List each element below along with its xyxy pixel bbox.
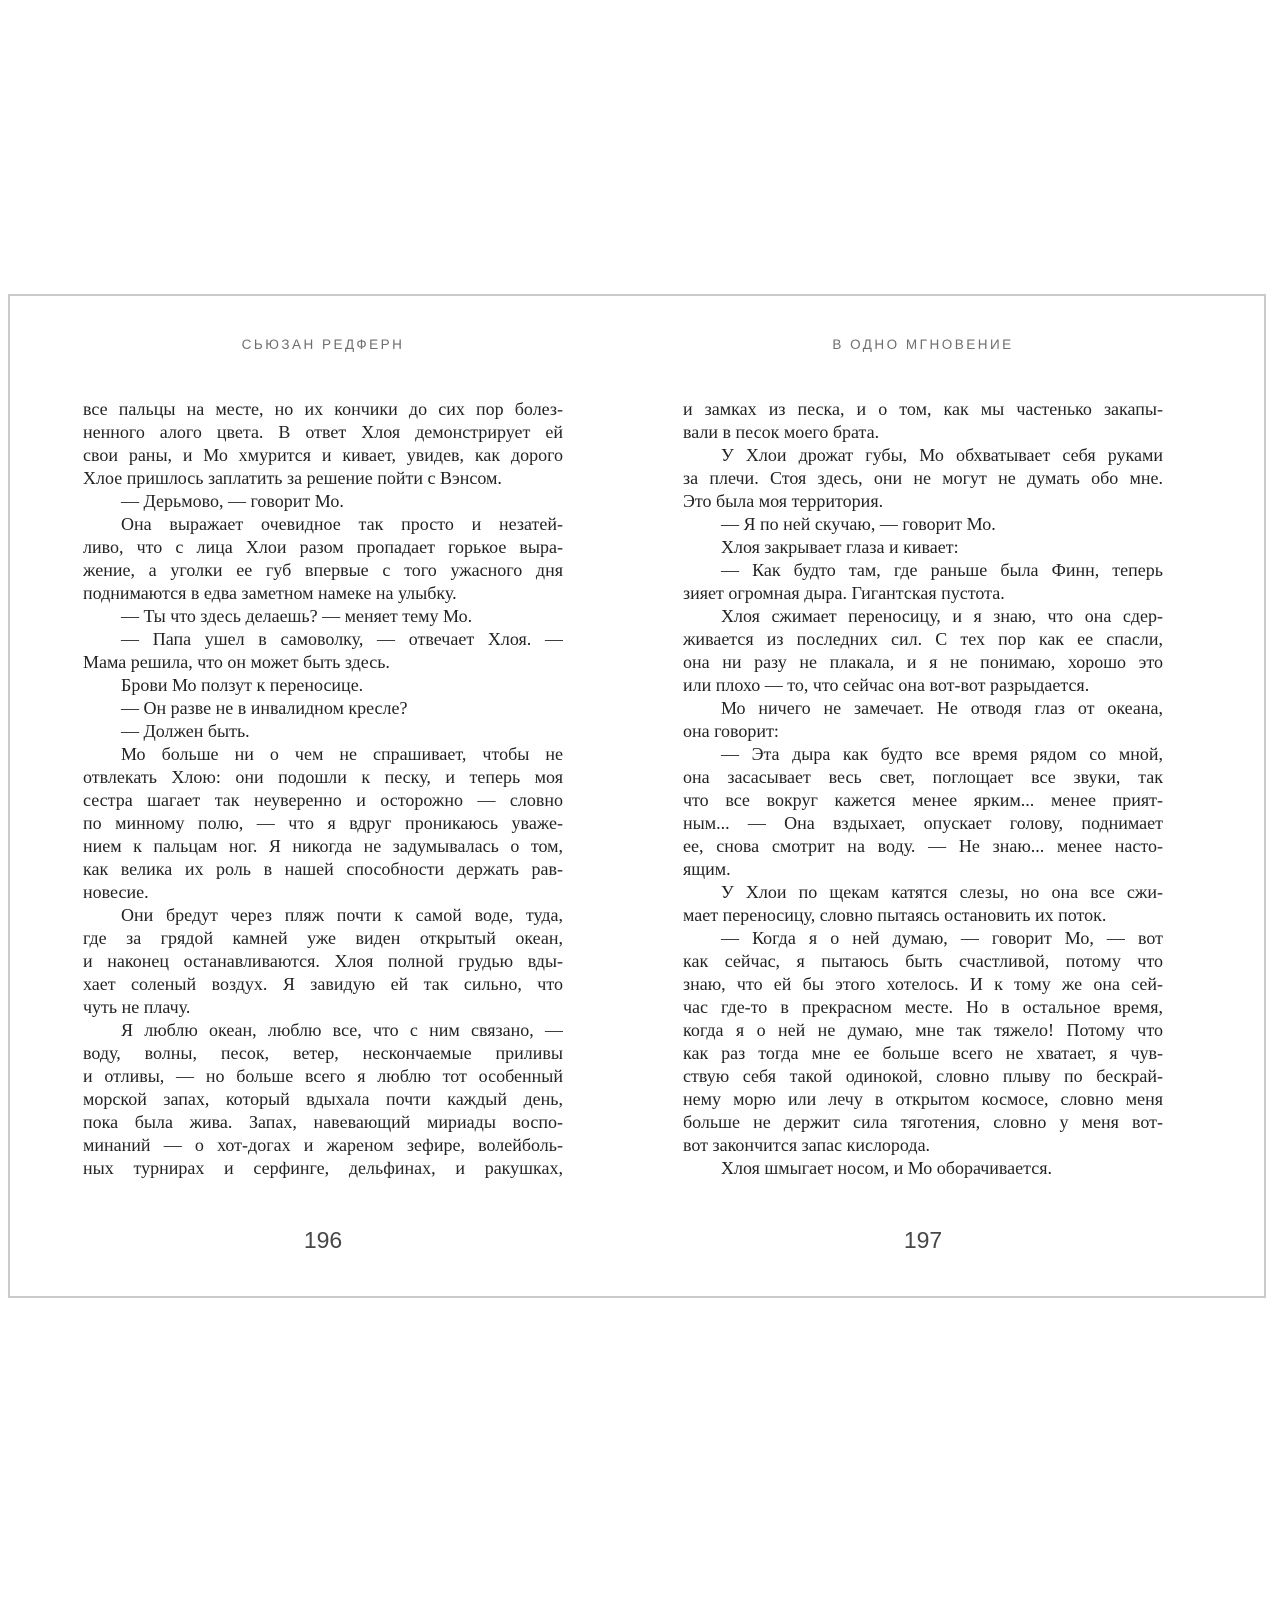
body-text-line: чуть не плачу. xyxy=(83,997,191,1017)
left-page-text-column xyxy=(83,398,563,1180)
body-text-line: ным... — Она вздыхает, опускает голову, поднимает xyxy=(683,813,1163,833)
body-text-line: вот закончится запас кислорода. xyxy=(683,1135,931,1155)
body-text-line: Мо ничего не замечает. Не отводя глаз от океана, xyxy=(721,698,1163,718)
body-text-line: Мо больше ни о чем не спрашивает, чтобы не xyxy=(121,744,563,764)
body-text-line: живается из последних сил. С тех пор как ее спасли, xyxy=(683,629,1163,649)
body-text-line: час где-то в прекрасном месте. Но в остальное время, xyxy=(683,997,1163,1017)
body-text-line: Это была моя территория. xyxy=(683,491,884,511)
body-text-line: новесие. xyxy=(83,882,149,902)
right-page-text-column xyxy=(683,398,1163,1180)
body-text-line: ее, снова смотрит на воду. — Не знаю... менее насто- xyxy=(683,836,1163,856)
body-text-line: она засасывает весь свет, поглощает все звуки, так xyxy=(683,767,1163,787)
body-text-line: она ни разу не плакала, и я не понимаю, хорошо это xyxy=(683,652,1163,672)
body-text-line: Хлоя сжимает переносицу, и я знаю, что она сдер- xyxy=(721,606,1163,626)
body-text-line: ящим. xyxy=(683,859,731,879)
running-header-title: В ОДНО МГНОВЕНИЕ xyxy=(832,337,1014,352)
page-number-right: 197 xyxy=(903,1227,943,1253)
body-text-line: все пальцы на месте, но их кончики до сих пор болез- xyxy=(83,399,563,419)
body-text-line: сестра шагает так неуверенно и осторожно — словно xyxy=(83,790,563,810)
body-text-line: мает переносицу, словно пытаясь остановить их поток. xyxy=(683,905,1107,925)
body-text-line: — Папа ушел в самоволку, — отвечает Хлоя. — xyxy=(121,629,563,649)
body-text-line: — Как будто там, где раньше была Финн, теперь xyxy=(721,560,1163,580)
body-text-line: как велика их роль в нашей способности держать рав- xyxy=(83,859,563,879)
body-text-line: больше не держит сила тяготения, словно у меня вот- xyxy=(683,1112,1163,1132)
body-text-line: — Я по ней скучаю, — говорит Мо. xyxy=(721,514,996,534)
body-text-line: Мама решила, что он может быть здесь. xyxy=(83,652,390,672)
body-text-line: Они бредут через пляж почти к самой воде, туда, xyxy=(121,905,563,925)
body-text-line: нием к пальцам ног. Я никогда не задумывалась о том, xyxy=(83,836,563,856)
body-text-line: Хлоя шмыгает носом, и Мо оборачивается. xyxy=(721,1158,1053,1178)
body-text-line: Хлое пришлось заплатить за решение пойти с Вэнсом. xyxy=(83,468,502,488)
body-text-line: и замках из песка, и о том, как мы частенько закапы- xyxy=(683,399,1163,419)
body-text-line: — Ты что здесь делаешь? — меняет тему Мо. xyxy=(121,606,473,626)
body-text-line: вали в песок моего брата. xyxy=(683,422,880,442)
body-text-line: ных турнирах и серфинге, дельфинах, и ракушках, xyxy=(83,1158,563,1178)
body-text-line: У Хлои дрожат губы, Мо обхватывает себя руками xyxy=(721,445,1163,465)
body-text-line: жение, а уголки ее губ впервые с того ужасного дня xyxy=(83,560,563,580)
body-text-line: где за грядой камней уже виден открытый океан, xyxy=(83,928,563,948)
body-text-line: и отливы, — но больше всего я люблю тот особенный xyxy=(83,1066,563,1086)
body-text-line: свои раны, и Мо хмурится и кивает, увидев, как дорого xyxy=(83,445,563,465)
body-text-line: Хлоя закрывает глаза и кивает: xyxy=(721,537,959,557)
body-text-line: морской запах, который вдыхала почти каждый день, xyxy=(83,1089,563,1109)
body-text-line: или плохо — то, что сейчас она вот-вот разрыдается. xyxy=(683,675,1090,695)
body-text-line: Брови Мо ползут к переносице. xyxy=(121,675,364,695)
body-text-line: как сейчас, я пытаюсь быть счастливой, потому что xyxy=(683,951,1163,971)
body-text-line: когда я о ней не думаю, мне так тяжело! Потому что xyxy=(683,1020,1163,1040)
body-text-line: минаний — о хот-догах и жареном зефире, волейболь- xyxy=(83,1135,563,1155)
body-text-line: ливо, что с лица Хлои разом пропадает горькое выра- xyxy=(83,537,563,557)
body-text-line: и наконец останавливаются. Хлоя полной грудью вды- xyxy=(83,951,563,971)
body-text-line: Она выражает очевидное так просто и незатей- xyxy=(121,514,563,534)
body-text-line: — Должен быть. xyxy=(121,721,250,741)
body-text-line: знаю, что ей бы этого хотелось. И к тому же она сей- xyxy=(683,974,1163,994)
body-text-line: поднимаются в едва заметном намеке на улыбку. xyxy=(83,583,457,603)
body-text-line: хает соленый воздух. Я завидую ей так сильно, что xyxy=(83,974,563,994)
body-text-line: ненного алого цвета. В ответ Хлоя демонстрирует ей xyxy=(83,422,563,442)
body-text-line: по минному полю, — что я вдруг проникаюсь уваже- xyxy=(83,813,563,833)
body-text-line: У Хлои по щекам катятся слезы, но она все сжи- xyxy=(721,882,1163,902)
body-text-line: зияет огромная дыра. Гигантская пустота. xyxy=(683,583,1005,603)
body-text-line: нему морю или лечу в открытом космосе, словно меня xyxy=(683,1089,1163,1109)
body-text-line: она говорит: xyxy=(683,721,779,741)
body-text-line: — Эта дыра как будто все время рядом со мной, xyxy=(721,744,1163,764)
body-text-line: за плечи. Стоя здесь, они не могут не думать обо мне. xyxy=(683,468,1163,488)
body-text-line: отвлекать Хлою: они подошли к песку, и теперь моя xyxy=(83,767,563,787)
body-text-line: — Дерьмово, — говорит Мо. xyxy=(121,491,344,511)
body-text-line: Я люблю океан, люблю все, что с ним связано, — xyxy=(121,1020,563,1040)
body-text-line: — Он разве не в инвалидном кресле? xyxy=(121,698,408,718)
body-text-line: как раз тогда мне ее больше всего не хватает, я чув- xyxy=(683,1043,1163,1063)
body-text-line: пока была жива. Запах, навевающий мириады воспо- xyxy=(83,1112,563,1132)
body-text-line: воду, волны, песок, ветер, нескончаемые приливы xyxy=(83,1043,563,1063)
body-text-line: ствую себя такой одинокой, словно плыву по бескрай- xyxy=(683,1066,1163,1086)
running-header-author: СЬЮЗАН РЕДФЕРН xyxy=(241,337,405,352)
page-number-left: 196 xyxy=(303,1227,343,1253)
body-text-line: что все вокруг кажется менее ярким... менее прият- xyxy=(683,790,1163,810)
body-text-line: — Когда я о ней думаю, — говорит Мо, — вот xyxy=(721,928,1163,948)
